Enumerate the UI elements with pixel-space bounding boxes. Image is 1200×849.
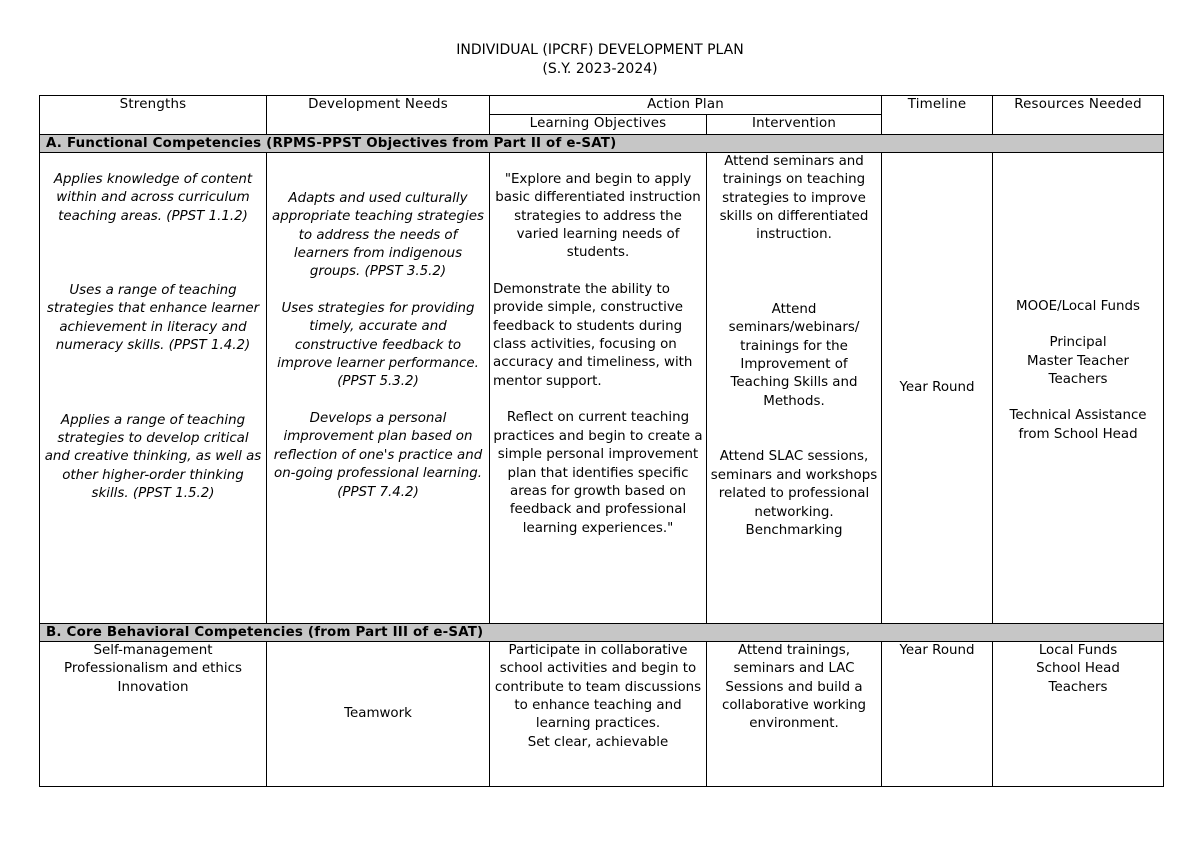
header-action-plan: Action Plan	[490, 96, 882, 115]
header-resources-needed: Resources Needed	[993, 96, 1164, 135]
header-row	[40, 96, 1164, 115]
resource-item: Master Teacher	[1027, 353, 1129, 369]
development-plan-table	[39, 95, 1164, 787]
development-need-code: (PPST 7.4.2)	[337, 484, 419, 500]
functional-competencies-row	[40, 152, 1164, 623]
resource-item: School Head	[1036, 661, 1120, 677]
learning-objective-item: Reflect on current teaching practices and begin to create a simple personal improvement plan that identifies specific areas for growth based on feedback and professional learning experiences."	[493, 410, 703, 536]
resource-item: Principal	[1049, 335, 1107, 351]
resources-cell	[993, 152, 1164, 623]
strength-item: Uses a range of teaching strategies that enhance learner achievement in literacy and numeracy skills. (PPST 1.4.2)	[46, 283, 260, 354]
strength-item: Applies knowledge of content within and across curriculum teaching areas. (PPST 1.1.2)	[53, 171, 253, 224]
header-timeline: Timeline	[882, 96, 993, 135]
learning-objective-item: Participate in collaborative school activities and begin to contribute to team discussions to enhance teaching and learning practices.	[494, 642, 702, 732]
timeline-cell: Year Round	[882, 152, 993, 623]
intervention-item: Attend seminars/webinars/ trainings for the Improvement of Teaching Skills and Methods.	[728, 301, 860, 409]
intervention-item: Attend SLAC sessions, seminars and workshops related to professional networking.	[710, 449, 878, 520]
school-year: (S.Y. 2023-2024)	[542, 61, 658, 77]
header-learning-objectives: Learning Objectives	[490, 115, 707, 134]
resource-item: Teachers	[1048, 679, 1108, 695]
header-intervention: Intervention	[707, 115, 882, 134]
section-a-row	[40, 134, 1164, 152]
behavioral-development-needs-cell: Teamwork	[267, 641, 490, 786]
resource-item: MOOE/Local Funds	[1016, 298, 1141, 314]
learning-objective-item: Demonstrate the ability to provide simple, constructive feedback to students during class activities, focusing on accuracy and timeliness, with mentor support.	[493, 281, 693, 389]
development-need-item: Uses strategies for providing timely, accurate and constructive feedback to improve learner performance.	[277, 300, 479, 372]
strength-item: Applies a range of teaching strategies to develop critical and creative thinking, as well as other higher-order thinking skills. (PPST 1.5.2)	[44, 412, 262, 502]
learning-objective-item: "Explore and begin to apply basic differentiated instruction strategies to address the varied learning needs of students.	[495, 171, 701, 261]
strength-item: Self-management	[93, 642, 213, 658]
behavioral-learning-objectives-cell	[490, 641, 707, 786]
header-strengths: Strengths	[40, 96, 267, 135]
header-development-needs: Development Needs	[267, 96, 490, 135]
intervention-item: Benchmarking	[745, 522, 843, 538]
development-need-code: (PPST 5.3.2)	[337, 374, 419, 390]
behavioral-intervention-cell: Attend trainings, seminars and LAC Sessions and build a collaborative working environment.	[707, 641, 882, 786]
learning-objectives-cell	[490, 152, 707, 623]
resource-item: Technical Assistance from School Head	[1009, 408, 1147, 442]
learning-objective-item: Set clear, achievable	[527, 734, 669, 750]
document-title: INDIVIDUAL (IPCRF) DEVELOPMENT PLAN	[456, 42, 744, 58]
behavioral-resources-cell	[993, 641, 1164, 786]
development-needs-cell	[267, 152, 490, 623]
behavioral-competencies-row	[40, 641, 1164, 786]
behavioral-strengths-cell	[40, 641, 267, 786]
strength-item: Innovation	[117, 679, 189, 695]
development-need-item: Adapts and used culturally appropriate teaching strategies to address the needs of learners from indigenous groups. (PPST 3.5.2)	[272, 190, 484, 280]
strengths-cell	[40, 152, 267, 623]
section-b-title: B. Core Behavioral Competencies (from Part III of e-SAT)	[40, 623, 1164, 641]
intervention-cell	[707, 152, 882, 623]
intervention-item: Attend seminars and trainings on teaching strategies to improve skills on differentiated instruction.	[719, 153, 869, 243]
section-a-title: A. Functional Competencies (RPMS-PPST Objectives from Part II of e-SAT)	[40, 134, 1164, 152]
resource-item: Local Funds	[1038, 642, 1118, 658]
development-need-item: Develops a personal improvement plan based on reflection of one's practice and on-going professional learning.	[273, 410, 483, 482]
section-b-row	[40, 623, 1164, 641]
resource-item: Teachers	[1048, 372, 1108, 388]
behavioral-timeline-cell: Year Round	[882, 641, 993, 786]
strength-item: Professionalism and ethics	[64, 661, 242, 677]
